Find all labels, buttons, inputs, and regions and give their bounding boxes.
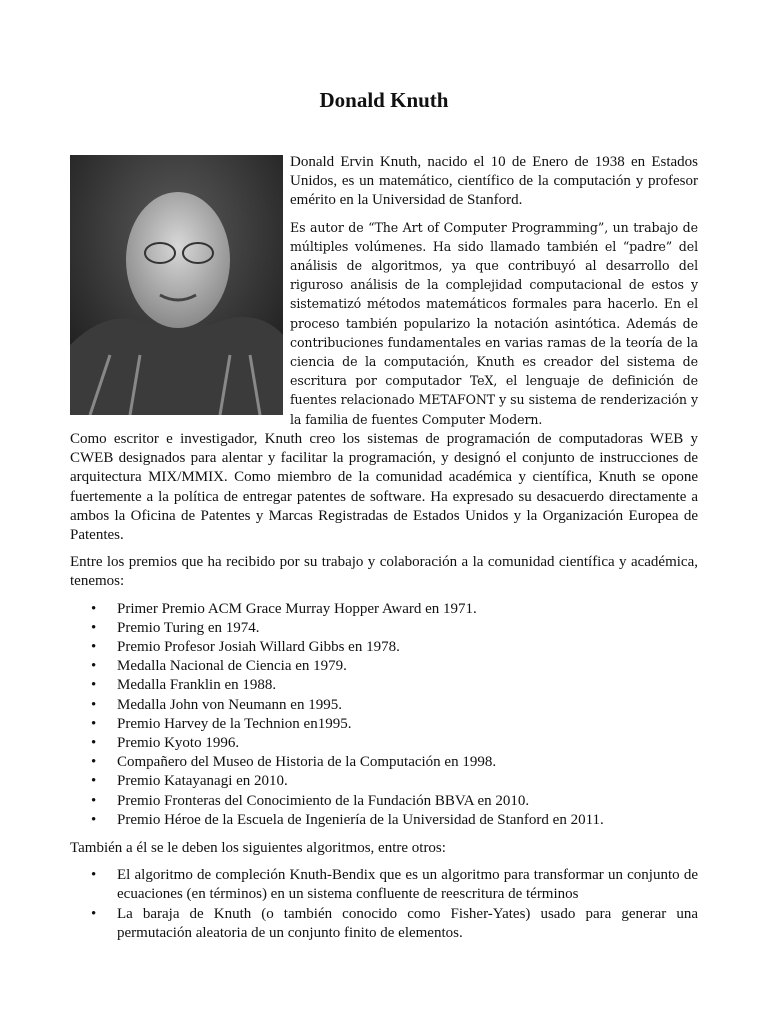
- main-body: [70, 430, 698, 952]
- list-item: • Premio Kyoto 1996.: [70, 734, 698, 753]
- intro-column: [290, 153, 698, 436]
- list-item: • Premio Harvey de la Technion en1995.: [70, 715, 698, 734]
- list-item: • Premio Katayanagi en 2010.: [70, 772, 698, 791]
- list-item: • Premio Fronteras del Conocimiento de la Fundación BBVA en 2010.: [70, 792, 698, 811]
- intro-paragraph: Donald Ervin Knuth, nacido el 10 de Enero de 1938 en Estados Unidos, es un matemático, científico de la computación y profesor emérito en la Universidad de Stanford.: [290, 154, 698, 209]
- document-title: Donald Knuth: [319, 88, 449, 112]
- awards-intro: Entre los premios que ha recibido por su trabajo y colaboración a la comunidad científica y académica, tenemos:: [70, 554, 698, 590]
- list-item: • Medalla Nacional de Ciencia en 1979.: [70, 657, 698, 676]
- portrait-photo: [70, 155, 283, 415]
- algorithms-intro: También a él se le deben los siguientes algoritmos, entre otros:: [70, 840, 446, 857]
- list-item: • Premio Profesor Josiah Willard Gibbs en 1978.: [70, 638, 698, 657]
- list-item: • Medalla John von Neumann en 1995.: [70, 696, 698, 715]
- algorithms-list: [70, 866, 698, 943]
- list-item: • Medalla Franklin en 1988.: [70, 676, 698, 695]
- list-item: • El algoritmo de compleción Knuth-Bendix que es un algoritmo para transformar un conjunto de ecuaciones (en términos) en un sistema confluente de reescritura de términos: [70, 866, 698, 904]
- writer-paragraph: Como escritor e investigador, Knuth creo los sistemas de programación de computadoras WEB y CWEB designados para alentar y facilitar la programación, y designó el conjunto de instrucciones de arquitectura MIX/MMIX. Como miembro de la comunidad académica y científica, Knuth se opone fuertemente a la política de entregar patentes de software. Ha expresado su desacuerdo directamente a ambos la Oficina de Patentes y Marcas Registradas de Estados Unidos y la Organización Europea de Patentes.: [70, 431, 698, 544]
- list-item: • Primer Premio ACM Grace Murray Hopper Award en 1971.: [70, 600, 698, 619]
- awards-list: [70, 600, 698, 830]
- list-item: • Premio Héroe de la Escuela de Ingeniería de la Universidad de Stanford en 2011.: [70, 811, 698, 830]
- author-paragraph: Es autor de “The Art of Computer Programming”, un trabajo de múltiples volúmenes. Ha sido llamado también el “padre” del análisis de algoritmos, ya que contribuyó al desarrollo del riguroso análisis de la complejidad computacional de estos y sistematizó métodos matemáticos formales para hacerlo. En el proceso también popularizo la notación asintótica. Además de contribuciones fundamentales en varias ramas de la teoría de la ciencia de la computación, Knuth es creador del sistema de escritura por computador TeX, el lenguaje de definición de fuentes relacionado METAFONT y su sistema de renderización y la familia de fuentes Computer Modern.: [290, 219, 698, 427]
- list-item: • La baraja de Knuth (o también conocido como Fisher-Yates) usado para generar una permutación aleatoria de un conjunto finito de elementos.: [70, 905, 698, 943]
- list-item: • Compañero del Museo de Historia de la Computación en 1998.: [70, 753, 698, 772]
- list-item: • Premio Turing en 1974.: [70, 619, 698, 638]
